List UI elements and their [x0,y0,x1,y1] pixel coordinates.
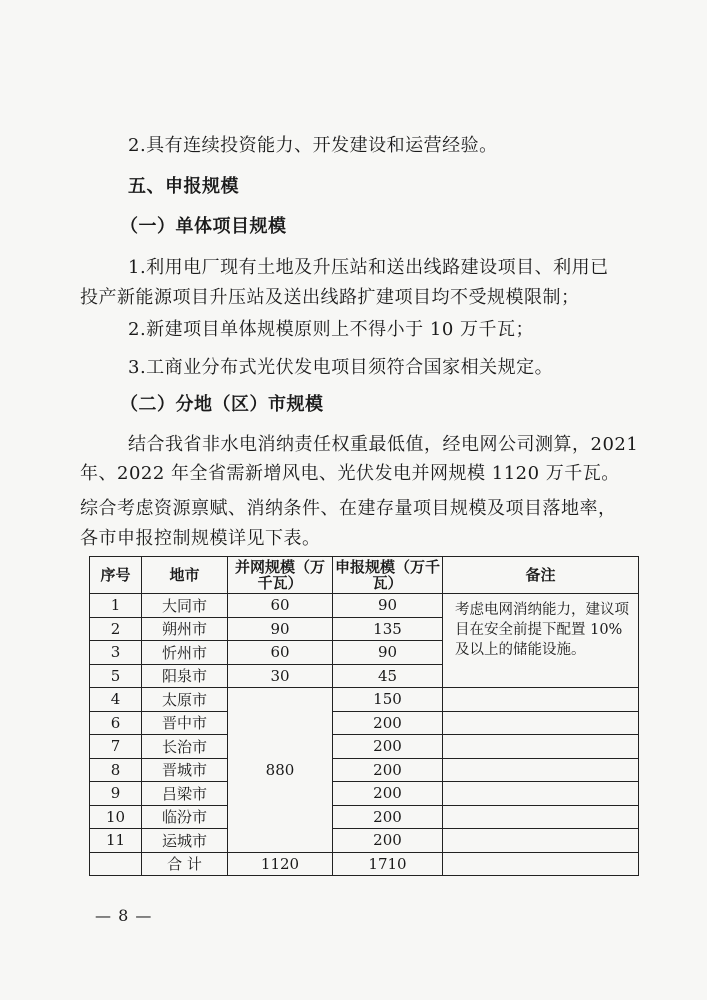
cell-note-empty [443,758,639,782]
cell-grid: 30 [228,664,333,688]
cell-city: 朔州市 [142,617,228,641]
paragraph-existing-plant-line2: 投产新能源项目升压站及送出线路扩建项目均不受规模限制； [80,287,580,308]
cell-apply: 200 [333,805,443,829]
cell-city: 晋中市 [142,711,228,735]
paragraph-existing-plant-line1: 1.利用电厂现有土地及升压站和送出线路建设项目、利用已 [128,257,609,278]
table-row [90,594,639,618]
table-row [90,782,639,806]
cell-total-label: 合 计 [142,852,228,876]
cell-city: 临汾市 [142,805,228,829]
cell-apply: 90 [333,641,443,665]
table-row [90,758,639,782]
cell-apply: 45 [333,664,443,688]
table-row [90,735,639,759]
cell-index: 10 [90,805,142,829]
city-scale-table [89,556,639,876]
page-number: — 8 — [95,906,153,925]
cell-grid: 60 [228,641,333,665]
cell-grid-merged: 880 [228,688,333,853]
cell-apply: 150 [333,688,443,712]
cell-index: 5 [90,664,142,688]
header-index: 序号 [90,557,142,594]
paragraph-new-project-minimum: 2.新建项目单体规模原则上不得小于 10 万千瓦； [128,319,535,340]
cell-index: 6 [90,711,142,735]
cell-apply: 90 [333,594,443,618]
cell-city: 太原市 [142,688,228,712]
cell-city: 晋城市 [142,758,228,782]
cell-index: 4 [90,688,142,712]
cell-note-storage: 考虑电网消纳能力，建议项目在安全前提下配置 10%及以上的储能设施。 [443,594,639,688]
cell-apply: 200 [333,829,443,853]
header-application-scale: 申报规模（万千瓦） [333,557,443,594]
cell-index-empty [90,852,142,876]
cell-note-empty [443,805,639,829]
paragraph-regional-line4: 各市申报控制规模详见下表。 [80,528,321,549]
cell-city: 吕梁市 [142,782,228,806]
cell-note-empty [443,711,639,735]
cell-apply: 200 [333,711,443,735]
cell-city: 运城市 [142,829,228,853]
cell-note-empty [443,782,639,806]
cell-apply: 200 [333,758,443,782]
paragraph-distributed-pv: 3.工商业分布式光伏发电项目须符合国家相关规定。 [128,357,554,378]
paragraph-regional-line2: 年、2022 年全省需新增风电、光伏发电并网规模 1120 万千瓦。 [80,463,620,484]
cell-city: 大同市 [142,594,228,618]
header-city: 地市 [142,557,228,594]
cell-apply: 200 [333,782,443,806]
cell-note-empty [443,735,639,759]
cell-index: 8 [90,758,142,782]
subheading-single-project-scale: （一）单体项目规模 [120,216,287,237]
table-header-row [90,557,639,594]
subheading-regional-scale: （二）分地（区）市规模 [120,394,324,415]
cell-index: 1 [90,594,142,618]
cell-index: 11 [90,829,142,853]
cell-city: 阳泉市 [142,664,228,688]
cell-note-empty [443,829,639,853]
paragraph-regional-line1: 结合我省非水电消纳责任权重最低值，经电网公司测算，2021 [128,434,639,455]
cell-note-empty [443,852,639,876]
paragraph-operating-experience: 2.具有连续投资能力、开发建设和运营经验。 [128,135,498,156]
table-row [90,688,639,712]
cell-city: 长治市 [142,735,228,759]
cell-city: 忻州市 [142,641,228,665]
cell-apply: 135 [333,617,443,641]
header-grid-scale: 并网规模（万千瓦） [228,557,333,594]
section-heading-application-scale: 五、申报规模 [128,176,239,197]
cell-index: 9 [90,782,142,806]
table-row [90,711,639,735]
cell-index: 3 [90,641,142,665]
table-total-row [90,852,639,876]
table-row [90,805,639,829]
header-note: 备注 [443,557,639,594]
paragraph-regional-line3: 综合考虑资源禀赋、消纳条件、在建存量项目规模及项目落地率， [80,498,617,519]
cell-grid: 60 [228,594,333,618]
cell-apply: 200 [333,735,443,759]
cell-grid: 90 [228,617,333,641]
cell-total-apply: 1710 [333,852,443,876]
cell-index: 7 [90,735,142,759]
table-row [90,829,639,853]
cell-index: 2 [90,617,142,641]
cell-note-empty [443,688,639,712]
cell-total-grid: 1120 [228,852,333,876]
